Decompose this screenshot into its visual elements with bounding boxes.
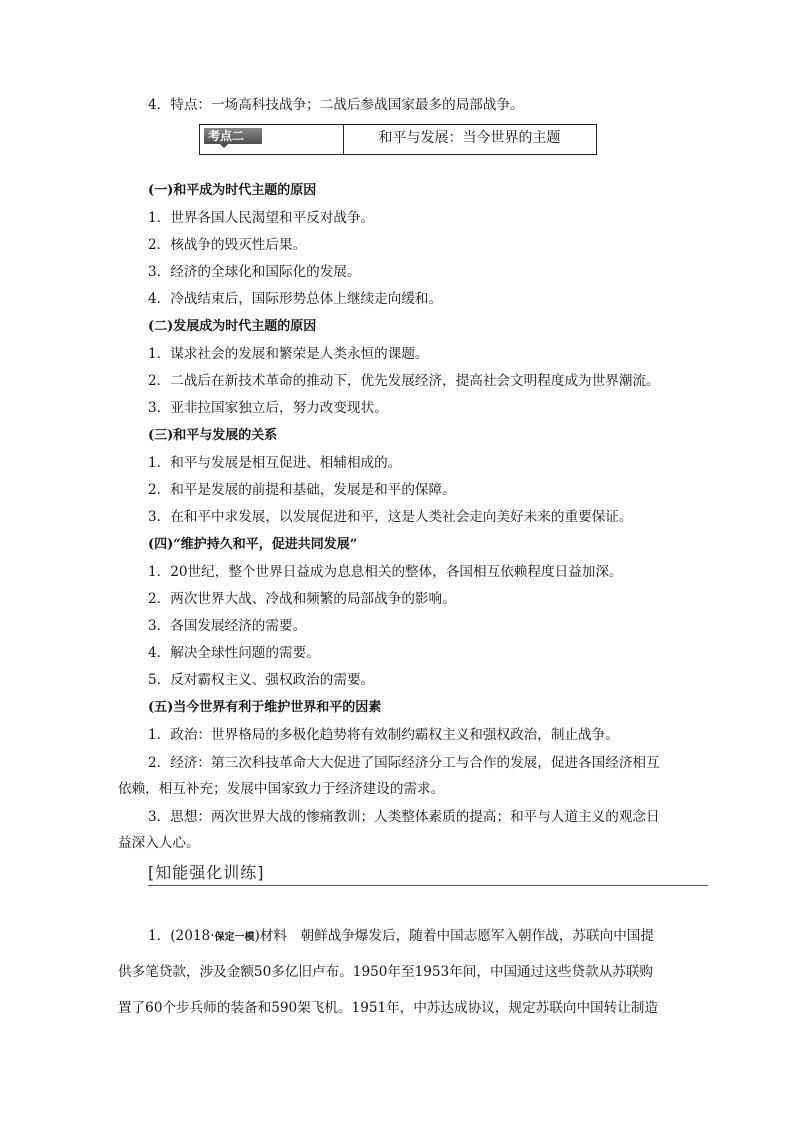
relationship-item: 3．在和平中求发展，以发展促进和平，这是人类社会走向美好未来的重要保证。 [148,509,633,525]
question-1-source: 保定一模 [214,932,255,943]
lasting-peace-heading: (四)“维护持久和平，促进共同发展” [148,537,358,552]
section-divider [148,885,708,886]
favorable-factor-thought: 3．思想：两次世界大战的惨痛教训；人类整体素质的提高；和平与人道主义的观念日 [148,809,660,825]
lasting-peace-item: 5．反对霸权主义、强权政治的需要。 [148,672,375,688]
question-1-line-3: 置了60个步兵师的装备和590架飞机。1951年，中苏达成协议，规定苏联向中国转让制造 [118,1000,659,1016]
favorable-factors-heading: (五)当今世界有利于维护世界和平的因素 [148,700,382,715]
lasting-peace-item: 2．两次世界大战、冷战和频繁的局部战争的影响。 [148,591,456,607]
favorable-factor-thought-cont: 益深入人心。 [118,835,200,851]
development-reason-item: 1．谋求社会的发展和繁荣是人类永恒的课题。 [148,346,429,362]
relationship-item: 2．和平是发展的前提和基础，发展是和平的保障。 [148,482,456,498]
lasting-peace-item: 3．各国发展经济的需要。 [148,618,307,634]
peace-reason-item: 3．经济的全球化和国际化的发展。 [148,264,361,280]
relationship-item: 1．和平与发展是相互促进、相辅相成的。 [148,455,402,471]
development-reasons-heading: (二)发展成为时代主题的原因 [148,319,317,334]
question-1-line-1 [148,926,654,948]
kaodian-box [199,124,597,155]
peace-reason-item: 1．世界各国人民渴望和平反对战争。 [148,210,375,226]
peace-reasons-heading: (一)和平成为时代主题的原因 [148,183,317,198]
kaodian-tag-tail-icon [220,144,228,148]
favorable-factor-politics: 1．政治：世界格局的多极化趋势将有效制约霸权主义和强权政治，制止战争。 [148,727,619,743]
favorable-factor-economy-cont: 依赖，相互补充；发展中国家致力于经济建设的需求。 [118,781,445,797]
development-reason-item: 3．亚非拉国家独立后，努力改变现状。 [148,400,388,416]
lasting-peace-item: 4．解决全球性问题的需要。 [148,645,320,661]
kaodian-title: 和平与发展：当今世界的主题 [378,130,561,146]
question-1-material: )材料 朝鲜战争爆发后，随着中国志愿军入朝作战，苏联向中国提 [254,928,654,944]
relationship-heading: (三)和平与发展的关系 [148,428,278,443]
development-reason-item: 2．二战后在新技术革命的推动下，优先发展经济，提高社会文明程度成为世界潮流。 [148,373,660,389]
kaodian-tag: 考点二 [204,128,262,144]
question-1-line-2: 供多笔贷款，涉及金额50多亿旧卢布。1950年至1953年间，中国通过这些贷款从苏联购 [118,964,654,980]
intro-point: 4．特点：一场高科技战争；二战后参战国家最多的局部战争。 [148,97,524,113]
question-1-prefix: 1．(2018· [148,928,215,944]
peace-reason-item: 2．核战争的毁灭性后果。 [148,237,307,253]
lasting-peace-item: 1．20世纪，整个世界日益成为息息相关的整体，各国相互依赖程度日益加深。 [148,564,623,580]
training-section-title: [知能强化训练] [148,863,265,882]
peace-reason-item: 4．冷战结束后，国际形势总体上继续走向缓和。 [148,291,443,307]
kaodian-tag-cell [200,125,344,154]
favorable-factor-economy: 2．经济：第三次科技革命大大促进了国际经济分工与合作的发展，促进各国经济相互 [148,755,660,771]
